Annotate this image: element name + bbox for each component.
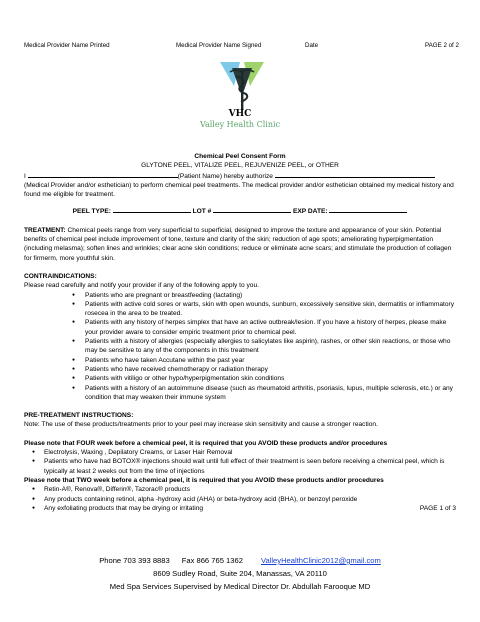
list-item: ● Patients with any history of herpes simplex that have an active outbreak/lesion. If you have a history of herpes, please make your provider aware to consider empiric treatment prior to chemical peel. <box>24 318 456 337</box>
peel-type-label: PEEL TYPE: <box>72 208 111 216</box>
contraindications-intro: Please read carefully and notify your provider if any of the following apply to you. <box>24 282 259 290</box>
contraindications-list <box>24 291 456 403</box>
logo-subtitle: Valley Health Clinic <box>199 120 281 129</box>
tagline: Med Spa Services Supervised by Medical Director Dr. Abdullah Farooque MD <box>109 582 371 591</box>
list-item: ● Electrolysis, Waxing , Depilatory Creams, or Laser Hair Removal <box>24 448 456 457</box>
form-subtitle: GLYTONE PEEL, VITALIZE PEEL, REJUVENIZE PEEL, or OTHER <box>141 162 339 170</box>
list-item: ● Patients who are pregnant or breastfeeding (lactating) <box>24 291 456 300</box>
list-item: ● Patients with a history of an autoimmune disease (such as rheumatoid arthritis, psoriasis, lupus, multiple sclerosis, etc.) or any condition that may weaken their immune system <box>24 384 456 403</box>
list-item: ● Patients with active cold sores or warts, skin with open wounds, sunburn, excessively sensitive skin, dermatitis or inflammatory rosecea in the area to be treated. <box>24 300 456 319</box>
list-item: ● Patients who have taken Accutane within the past year <box>24 356 456 365</box>
provider-name-printed-label: Medical Provider Name Printed <box>24 42 110 49</box>
two-week-notice: Please note that TWO week before a chemical peel, it is required that you AVOID these products and/or procedures <box>24 476 384 484</box>
list-item: ● Patients with a history of allergies (especially allergies to salicylates like aspirin), rashes, or other skin reactions, or those who may be sensitive to any of the components in this treatment <box>24 337 456 356</box>
form-title: Chemical Peel Consent Form <box>194 153 286 160</box>
list-item: ● Patients who have received chemotherapy or radiation therapy <box>24 365 456 374</box>
exp-date-field[interactable] <box>329 206 407 213</box>
exp-date-label: EXP DATE: <box>293 208 328 216</box>
pre-treatment-note: Note: The use of these products/treatments prior to your peel may increase skin sensitivity and cause a stronger reaction. <box>24 421 378 429</box>
four-week-notice: Please note that FOUR week before a chemical peel, it is required that you AVOID these products and/or procedures <box>24 439 388 447</box>
treatment-heading: TREATMENT: <box>24 226 66 234</box>
page-label: PAGE 1 of 3 <box>419 504 456 512</box>
email-link[interactable]: ValleyHealthClinic2012@gmail.com <box>260 556 381 565</box>
patient-name-field[interactable] <box>28 171 178 178</box>
contraindications-heading: CONTRAINDICATIONS: <box>24 272 97 280</box>
list-item: ● Any products containing retinol, alpha -hydroxy acid (AHA) or beta-hydroxy acid (BHA), or benzoyl peroxide <box>24 495 456 504</box>
peel-type-field[interactable] <box>113 206 191 213</box>
provider-name-signed-label: Medical Provider Name Signed <box>176 42 262 49</box>
consent-patient-text: (Patient Name) hereby authorize <box>177 172 273 180</box>
four-week-list <box>24 448 456 476</box>
pre-treatment-heading: PRE-TREATMENT INSTRUCTIONS: <box>24 412 134 420</box>
lot-field[interactable] <box>213 206 291 213</box>
peel-info-row <box>24 206 456 216</box>
logo-title: VHC <box>228 109 252 119</box>
consent-statement <box>24 171 456 200</box>
page-number: PAGE 2 of 2 <box>425 42 459 49</box>
list-item: ● Patients who have had BOTOX® injections should wait until full effect of their treatment is seen before receiving a chemical peel, which is typically at least 2 weeks out from the time of injections <box>24 457 456 476</box>
consent-i: I <box>24 172 26 180</box>
two-week-list <box>24 485 456 513</box>
fax-text: Fax 866 765 1362 <box>181 556 243 565</box>
address-line: 8609 Sudley Road, Suite 204, Manassas, VA 20110 <box>153 569 327 578</box>
form-content <box>24 152 456 513</box>
treatment-section <box>24 226 456 263</box>
list-item: ● Retin-A®, Renova®, Differin®, Tazorac® products <box>24 485 456 494</box>
list-item: ● Patients with vitiligo or other hypo/hyperpigmentation skin conditions <box>24 374 456 383</box>
date-label: Date <box>305 42 319 49</box>
treatment-text: Chemical peels range from very superficial to superficial, designed to improve the texture and appearance of your skin. Potential benefits of chemical peel include improvement of tone, texture and clarity of the skin; reduction of age spots; ameliorating hyperpigmentation (including melasma); soften lines and wrinkles; clear acne skin conditions; reduce or eliminate acne scars; and stimulate the production of collagen for firmerm, more youthful skin. <box>24 226 452 262</box>
provider-name-field[interactable] <box>275 171 435 178</box>
list-item <box>24 504 456 513</box>
last-item-text: ● Any exfoliating products that may be drying or irritating <box>44 504 204 512</box>
consent-rest-text: (Medical Provider and/or esthetician) to perform chemical peel treatments. The medical provider and/or esthetician obtained my medical history and found me eligible for treatment. <box>24 181 454 199</box>
contact-line <box>0 555 480 567</box>
lot-label: LOT # <box>192 208 212 216</box>
phone-text: Phone 703 393 8883 <box>99 556 170 565</box>
